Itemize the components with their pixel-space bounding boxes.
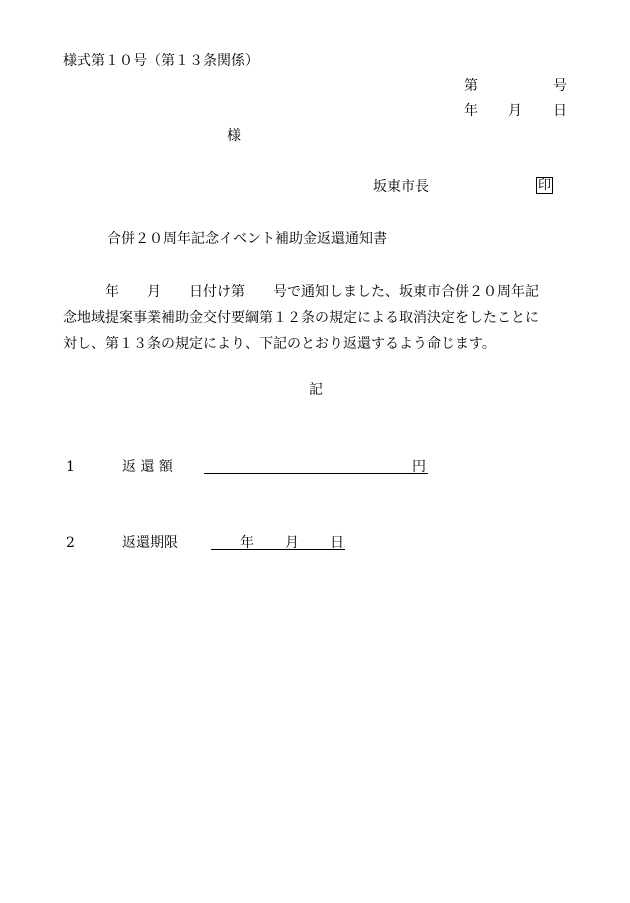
number-label-post: 号 [553,78,567,94]
deadline-year: 年 [240,535,254,551]
seal-box: 印 [538,178,552,193]
document-title: 合併２０周年記念イベント補助金返還通知書 [107,231,387,247]
body-paragraph [63,279,568,357]
form-number: 様式第１０号（第１３条関係） [63,53,259,69]
date-year: 年 [464,103,478,119]
number-label-pre: 第 [464,78,478,94]
ki-heading: 記 [309,382,323,398]
date-month: 月 [508,103,522,119]
deadline-underline [211,549,345,550]
item-number: 2 [66,535,75,551]
item-label: 返 還 額 [122,459,173,475]
amount-underline [204,473,428,474]
deadline-month: 月 [285,535,299,551]
body-line: 念地域提案事業補助金交付要綱第１２条の規定による取消決定をしたことに [63,310,539,326]
deadline-day: 日 [330,535,344,551]
amount-unit: 円 [412,459,426,475]
sender: 坂東市長 [373,179,429,195]
addressee-suffix: 様 [227,128,241,144]
body-line: 年 月 日付け第 号で通知しました、坂東市合併２０周年記 [63,284,539,300]
body-line: 対し、第１３条の規定により、下記のとおり返還するよう命じます。 [63,336,496,352]
item-label: 返還期限 [122,535,178,551]
date-day: 日 [553,103,567,119]
item-number: 1 [66,459,75,475]
